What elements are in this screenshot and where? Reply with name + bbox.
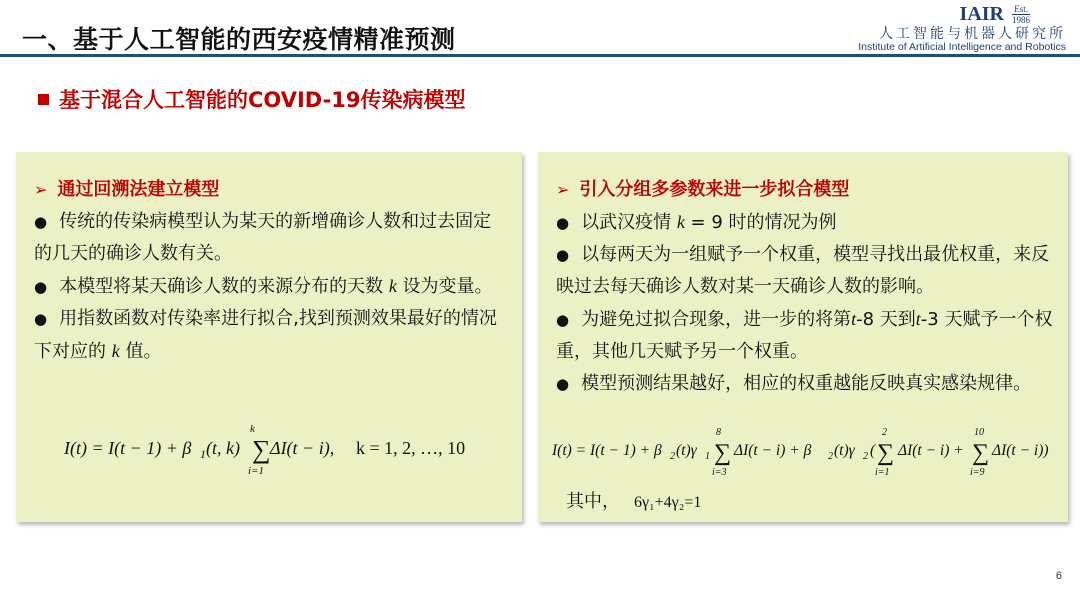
formula-sub: 1 — [200, 447, 206, 461]
slide-title: 一、基于人工智能的西安疫情精准预测 — [22, 25, 456, 54]
left-panel-heading — [34, 174, 508, 206]
square-bullet-icon — [38, 94, 49, 105]
dot-bullet-icon: ● — [556, 246, 570, 264]
title-divider — [0, 54, 1080, 57]
formula-sum-top: 10 — [974, 427, 984, 438]
dot-bullet-icon: ● — [34, 213, 48, 231]
left-panel-heading-text: 通过回溯法建立模型 — [57, 179, 220, 200]
constraint-label: 其中， — [566, 491, 620, 512]
variable-t: t — [851, 309, 857, 329]
formula-sum-top: 2 — [882, 427, 887, 438]
formula-part-1: I(t) = I(t − 1) + β — [552, 442, 662, 459]
right-bullet-4 — [556, 368, 1054, 400]
sum-symbol-icon: ∑ — [972, 440, 990, 466]
left-bullet-1 — [34, 206, 508, 270]
dot-bullet-icon: ● — [556, 375, 570, 393]
formula-part-3: ΔI(t − i) + β — [734, 442, 812, 459]
formula-part-5: ( — [870, 442, 876, 459]
dot-bullet-icon: ● — [556, 214, 570, 232]
formula-sum-top: k — [250, 423, 255, 435]
right-model-formula — [552, 422, 1058, 482]
left-bullet-2-text-a: 本模型将某天确诊人数的来源分布的天数 — [59, 276, 389, 297]
left-bullet-3-text-b: 值。 — [119, 341, 162, 362]
variable-k: k — [111, 341, 120, 361]
right-bullet-3-text-b: -8 天到 — [856, 309, 916, 330]
right-bullet-2-text: 以每两天为一组赋予一个权重，模型寻找出最优权重，来反映过去每天确诊人数对某一天确诊人数的影响。 — [556, 244, 1050, 297]
formula-sub: 2 — [828, 451, 833, 462]
dot-bullet-icon: ● — [34, 310, 48, 328]
section-heading-text: 基于混合人工智能的COVID-19传染病模型 — [59, 88, 466, 112]
logo-name-en: Institute of Artificial Intelligence and Robotics — [858, 41, 1066, 53]
right-bullet-1-text-b: = 9 时的情况为例 — [684, 212, 837, 233]
formula-sum-bottom: i=3 — [712, 467, 727, 478]
arrow-bullet-icon: ➢ — [34, 180, 48, 199]
right-panel-heading — [556, 174, 1054, 206]
right-bullet-2 — [556, 239, 1054, 303]
left-bullet-1-text: 传统的传染病模型认为某天的新增确诊人数和过去固定的几天的确诊人数有关。 — [34, 211, 492, 264]
left-bullet-3-text-a: 用指数函数对传染率进行拟合,找到预测效果最好的情况下对应的 — [34, 308, 497, 362]
formula-sub: 2 — [863, 451, 868, 462]
left-model-formula — [64, 420, 484, 480]
page-number: 6 — [1055, 570, 1062, 582]
right-bullet-3-text-c: -3 天赋予一个权重，其他几天赋予另一个权重。 — [556, 309, 1053, 362]
formula-sum-top: 8 — [716, 427, 721, 438]
arrow-bullet-icon: ➢ — [556, 180, 570, 199]
formula-body: ΔI(t − i), — [270, 438, 335, 458]
sum-symbol-icon: ∑ — [252, 435, 271, 464]
formula-sum-bottom: i=9 — [970, 467, 985, 478]
right-bullet-3-text-a: 为避免过拟合现象，进一步的将第 — [581, 309, 852, 330]
formula-sum-bottom: i=1 — [248, 465, 264, 477]
variable-t: t — [915, 309, 921, 329]
sum-symbol-icon: ∑ — [877, 440, 895, 466]
formula-part-2: (t)γ — [676, 442, 697, 459]
left-panel — [16, 152, 522, 522]
left-bullet-2 — [34, 270, 508, 303]
logo-mark: IAIR — [959, 3, 1004, 25]
formula-part-4: (t)γ — [834, 442, 855, 459]
right-bullet-4-text: 模型预测结果越好，相应的权重越能反映真实感染规律。 — [581, 373, 1032, 394]
logo-name-cn: 人工智能与机器人研究所 — [879, 26, 1066, 42]
sum-symbol-icon: ∑ — [714, 440, 732, 466]
right-bullet-1 — [556, 206, 1054, 239]
variable-k: k — [676, 212, 685, 232]
formula-part-7: ΔI(t − i)) — [992, 442, 1049, 459]
formula-range: k = 1, 2, …, 10 — [356, 438, 466, 458]
left-bullet-3 — [34, 303, 508, 368]
variable-k: k — [388, 276, 397, 296]
formula-part-6: ΔI(t − i) + — [898, 442, 964, 459]
right-panel-heading-text: 引入分组多参数来进一步拟合模型 — [579, 179, 850, 200]
logo-year: 1986 — [1012, 15, 1030, 25]
right-bullet-3 — [556, 303, 1054, 368]
constraint-equation: 6γ₁+4γ₂=1 — [634, 494, 702, 511]
formula-sub: 1 — [705, 451, 710, 462]
institute-logo — [816, 3, 1066, 53]
formula-sum-bottom: i=1 — [875, 467, 890, 478]
formula-sub: 2 — [670, 451, 675, 462]
formula-args: (t, k) — [206, 438, 240, 458]
left-bullet-2-text-b: 设为变量。 — [396, 276, 493, 297]
logo-est: Est. — [1014, 4, 1028, 14]
dot-bullet-icon: ● — [556, 311, 570, 329]
section-heading — [38, 84, 466, 114]
right-panel — [538, 152, 1068, 522]
right-bullet-1-text-a: 以武汉疫情 — [581, 212, 677, 233]
constraint-note — [566, 487, 701, 513]
formula-lhs: I(t) = I(t − 1) + β — [64, 438, 192, 458]
dot-bullet-icon: ● — [34, 278, 48, 296]
